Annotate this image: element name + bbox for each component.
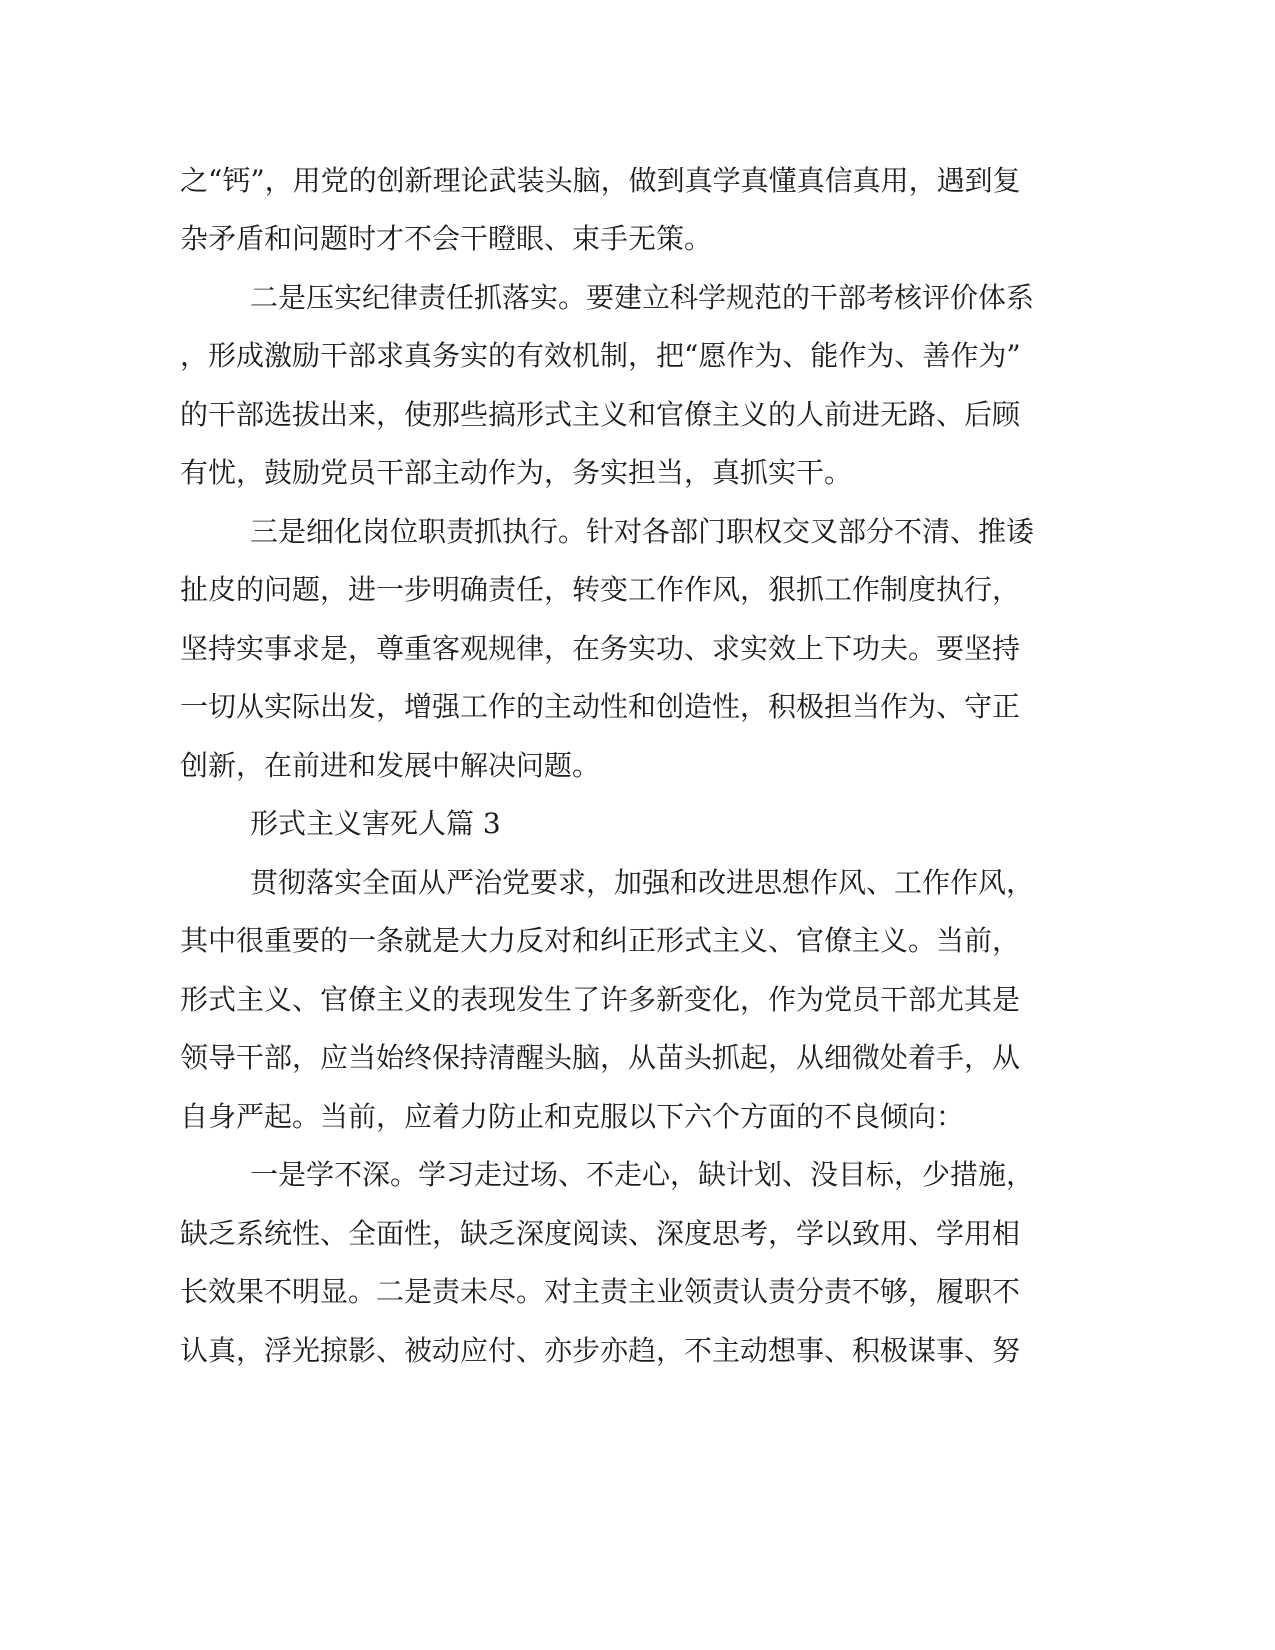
- text-line: 长效果不明显。二是责未尽。对主责主业领责认责分责不够，履职不: [180, 1275, 1021, 1308]
- text-line: 一切从实际出发，增强工作的主动性和创造性，积极担当作为、守正: [180, 690, 1021, 723]
- text-line: 自身严起。当前，应着力防止和克服以下六个方面的不良倾向：: [180, 1100, 965, 1133]
- text-line: 形式主义、官僚主义的表现发生了许多新变化，作为党员干部尤其是: [180, 983, 1021, 1016]
- text-line: 有忧，鼓励党员干部主动作为，务实担当，真抓实干。: [180, 456, 853, 489]
- text-line: 扯皮的问题，进一步明确责任，转变工作作风，狠抓工作制度执行，: [180, 573, 1021, 606]
- text-line: 杂矛盾和问题时才不会干瞪眼、束手无策。: [180, 222, 713, 255]
- text-line: 创新，在前进和发展中解决问题。: [180, 749, 601, 782]
- text-line: 其中很重要的一条就是大力反对和纠正形式主义、官僚主义。当前，: [180, 924, 1021, 957]
- section-heading: 形式主义害死人篇 3: [250, 807, 501, 840]
- text-line: 贯彻落实全面从严治党要求，加强和改进思想作风、工作作风，: [250, 866, 1035, 899]
- text-line: ，形成激励干部求真务实的有效机制，把“愿作为、能作为、善作为”: [180, 339, 1021, 372]
- text-line: 坚持实事求是，尊重客观规律，在务实功、求实效上下功夫。要坚持: [180, 632, 1021, 665]
- text-line: 之“钙”，用党的创新理论武装头脑，做到真学真懂真信真用，遇到复: [180, 164, 1021, 197]
- text-line: 一是学不深。学习走过场、不走心，缺计划、没目标，少措施，: [250, 1158, 1035, 1191]
- text-line: 缺乏系统性、全面性，缺乏深度阅读、深度思考，学以致用、学用相: [180, 1217, 1021, 1250]
- text-line: 的干部选拔出来，使那些搞形式主义和官僚主义的人前进无路、后顾: [180, 398, 1021, 431]
- text-line: 领导干部，应当始终保持清醒头脑，从苗头抓起，从细微处着手，从: [180, 1041, 1021, 1074]
- text-line: 认真，浮光掠影、被动应付、亦步亦趋，不主动想事、积极谋事、努: [180, 1334, 1021, 1367]
- text-line: 二是压实纪律责任抓落实。要建立科学规范的干部考核评价体系: [250, 281, 1035, 314]
- text-line: 三是细化岗位职责抓执行。针对各部门职权交叉部分不清、推诿: [250, 515, 1035, 548]
